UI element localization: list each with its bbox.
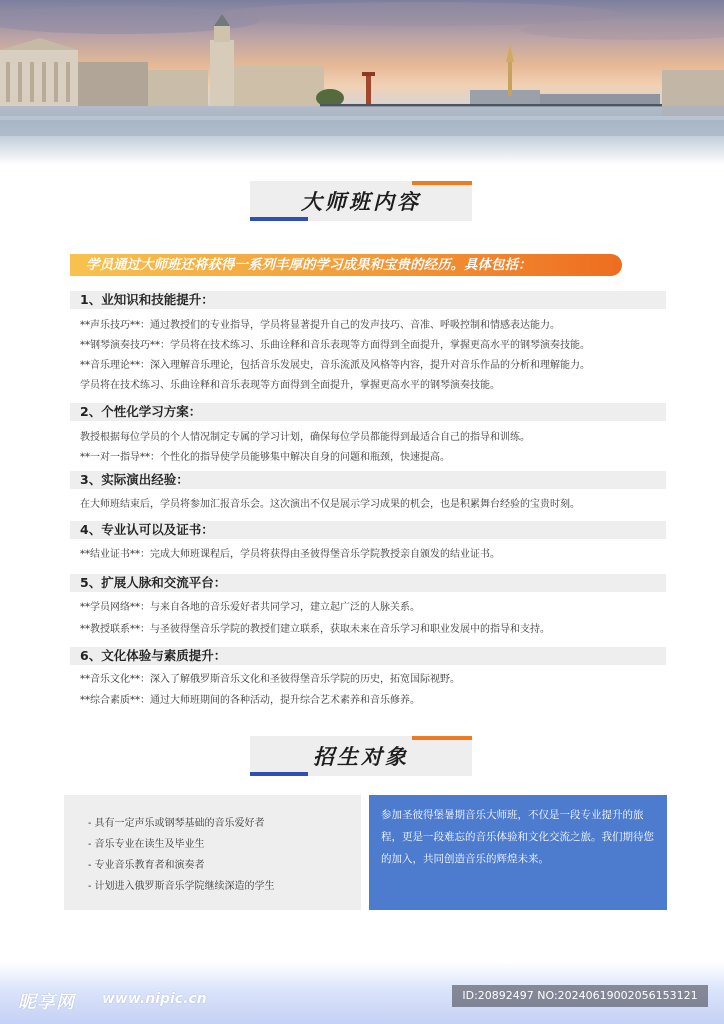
item-line: **声乐技巧**：通过教授们的专业指导，学员将显著提升自己的发声技巧、音准、呼吸控制和情感表达能力。 — [80, 320, 560, 331]
accent-bar-orange — [412, 736, 472, 740]
section-heading-enroll — [250, 736, 472, 776]
item-heading: 4、专业认可以及证书： — [70, 521, 666, 539]
item-heading: 5、扩展人脉和交流平台： — [70, 574, 666, 592]
item-heading: 6、文化体验与素质提升： — [70, 647, 666, 665]
section-title: 大师班内容 — [301, 190, 421, 214]
item-heading: 1、业知识和技能提升： — [70, 291, 666, 309]
item-line: **学员网络**：与来自各地的音乐爱好者共同学习，建立起广泛的人脉关系。 — [80, 602, 420, 613]
section-title: 招生对象 — [313, 745, 409, 769]
item-line: 教授根据每位学员的个人情况制定专属的学习计划，确保每位学员都能得到最适合自己的指导和训练。 — [80, 432, 530, 443]
watermark-url: www.nipic.cn — [102, 991, 207, 1007]
item-line: 学员将在技术练习、乐曲诠释和音乐表现等方面得到全面提升，掌握更高水平的钢琴演奏技能。 — [80, 380, 500, 391]
item-line: 在大师班结束后，学员将参加汇报音乐会。这次演出不仅是展示学习成果的机会，也是积累舞台经验的宝贵时刻。 — [80, 499, 580, 510]
accent-bar-blue — [250, 772, 308, 776]
item-heading: 2、个性化学习方案： — [70, 403, 666, 421]
list-item: - 音乐专业在读生及毕业生 — [88, 839, 205, 850]
hero-banner — [0, 0, 724, 165]
image-id-label: ID:20892497 NO:20240619002056153121 — [452, 985, 708, 1007]
accent-bar-blue — [250, 217, 308, 221]
accent-bar-orange — [412, 181, 472, 185]
list-item: - 专业音乐教育者和演奏者 — [88, 860, 205, 871]
item-line: **音乐理论**：深入理解音乐理论，包括音乐发展史，音乐流派及风格等内容，提升对音乐作品的分析和理解能力。 — [80, 360, 590, 371]
intro-banner: 学员通过大师班还将获得一系列丰厚的学习成果和宝贵的经历。具体包括： — [70, 254, 622, 276]
item-line: **综合素质**：通过大师班期间的各种活动，提升综合艺术素养和音乐修养。 — [80, 695, 420, 706]
item-line: **一对一指导**：个性化的指导使学员能够集中解决自身的问题和瓶颈，快速提高。 — [80, 452, 450, 463]
city-skyline-image — [0, 0, 724, 165]
item-heading: 3、实际演出经验： — [70, 471, 666, 489]
item-line: **教授联系**：与圣彼得堡音乐学院的教授们建立联系，获取未来在音乐学习和职业发展中的指导和支持。 — [80, 624, 550, 635]
item-line: **钢琴演奏技巧**：学员将在技术练习、乐曲诠释和音乐表现等方面得到全面提升，掌握更高水平的钢琴演奏技能。 — [80, 340, 590, 351]
item-line: **结业证书**：完成大师班课程后，学员将获得由圣彼得堡音乐学院教授亲自颁发的结业证书。 — [80, 549, 500, 560]
enroll-list-box — [64, 795, 361, 910]
item-line: **音乐文化**：深入了解俄罗斯音乐文化和圣彼得堡音乐学院的历史，拓宽国际视野。 — [80, 674, 460, 685]
section-heading-content — [250, 181, 472, 221]
list-item: - 计划进入俄罗斯音乐学院继续深造的学生 — [88, 881, 275, 892]
watermark-logo: 昵享网 — [18, 992, 75, 1013]
list-item: - 具有一定声乐或钢琴基础的音乐爱好者 — [88, 818, 265, 829]
enroll-note-box — [369, 795, 667, 910]
enroll-note-text: 参加圣彼得堡暑期音乐大师班，不仅是一段专业提升的旅程，更是一段难忘的音乐体验和文化交流之旅。我们期待您的加入，共同创造音乐的辉煌未来。 — [381, 809, 654, 865]
